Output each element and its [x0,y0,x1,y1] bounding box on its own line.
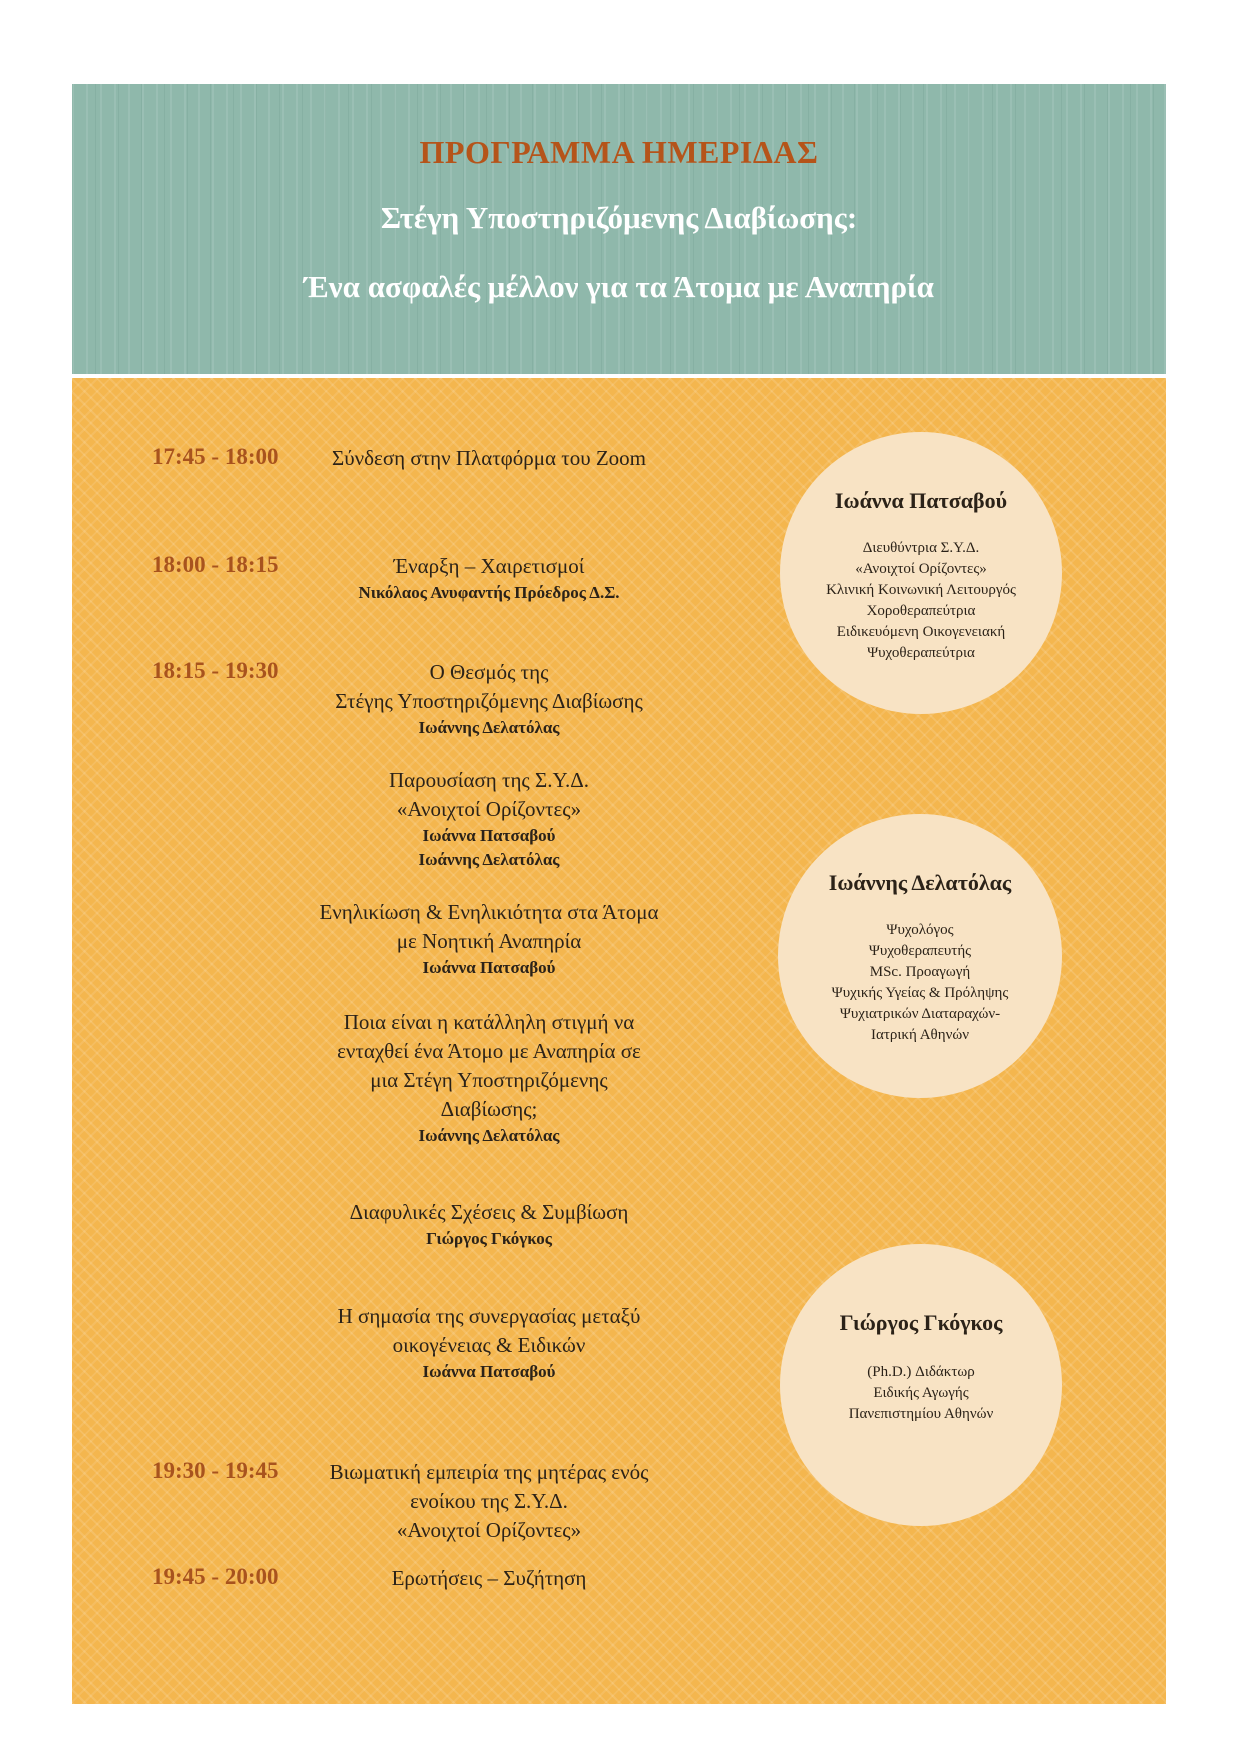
schedule-item [312,1564,666,1593]
profile-desc-line: Ψυχοθεραπεύτρια [867,645,975,661]
profile-desc-line: Ιατρική Αθηνών [870,1027,970,1043]
schedule-item [312,1008,666,1148]
session-title: ενοίκου της Σ.Υ.Δ. [410,1489,568,1513]
schedule-item [312,898,666,980]
schedule-item [312,1198,666,1251]
session-speaker: Ιωάννα Πατσαβού [422,958,556,977]
session-title: Η σημασία της συνεργασίας μεταξύ [337,1304,641,1328]
session-speaker: Ιωάννα Πατσαβού [422,1362,556,1381]
profile-desc-line: (Ph.D.) Διδάκτωρ [867,1364,975,1380]
profile-name: Ιωάννα Πατσαβού [834,488,1008,513]
session-title: με Νοητική Αναπηρία [396,929,582,953]
schedule-item [312,1458,666,1545]
schedule-item [312,552,666,605]
schedule-time: 18:15 - 19:30 [152,658,279,683]
session-title: μια Στέγη Υποστηριζόμενης [370,1068,608,1092]
session-title: Στέγης Υποστηριζόμενης Διαβίωσης [335,689,643,713]
profile-description [780,538,1062,664]
event-subtitle-line2: Ένα ασφαλές μέλλον για τα Άτομα με Αναπηρία [304,269,934,304]
session-title: «Ανοιχτοί Ορίζοντες» [396,797,582,821]
speaker-profile-circle [778,814,1062,1098]
profile-desc-line: Ψυχολόγος [886,922,954,938]
schedule-time: 19:30 - 19:45 [152,1458,279,1483]
schedule-item [312,444,666,473]
session-title: ενταχθεί ένα Άτομο με Αναπηρία σε [337,1039,641,1063]
session-title: Ερωτήσεις – Συζήτηση [391,1566,587,1590]
profile-desc-line: Ψυχικής Υγείας & Πρόληψης [831,985,1009,1001]
program-title: ΠΡΟΓΡΑΜΜΑ ΗΜΕΡΙΔΑΣ [419,134,819,170]
session-title: οικογένειας & Ειδικών [392,1333,586,1357]
speaker-profile-circle [780,432,1062,714]
session-title: Ποια είναι η κατάλληλη στιγμή να [343,1010,635,1034]
profile-desc-line: Διευθύντρια Σ.Υ.Δ. [862,540,980,556]
speaker-profile-circle [780,1244,1062,1526]
program-panel [72,378,1166,1704]
header-banner [72,84,1166,374]
profile-desc-line: Κλινική Κοινωνική Λειτουργός [826,582,1016,598]
session-speaker: Ιωάννης Δελατόλας [418,850,560,869]
session-title: Σύνδεση στην Πλατφόρμα του Zoom [331,446,646,470]
session-title: Διαβίωσης; [440,1097,538,1121]
profile-desc-line: Ειδικευόμενη Οικογενειακή [836,624,1006,640]
profile-desc-line: Ψυχιατρικών Διαταραχών- [839,1006,1001,1022]
schedule-item [312,1302,666,1384]
schedule-time: 19:45 - 20:00 [152,1564,279,1589]
session-title: Ενηλικίωση & Ενηλικιότητα στα Άτομα [319,900,659,924]
session-title: Παρουσίαση της Σ.Υ.Δ. [388,768,590,792]
profile-description [778,920,1062,1046]
profile-desc-line: Πανεπιστημίου Αθηνών [848,1406,994,1422]
profile-desc-line: MSc. Προαγωγή [869,964,971,980]
event-subtitle-line1: Στέγη Υποστηριζόμενης Διαβίωσης: [380,200,858,235]
schedule-time: 18:00 - 18:15 [152,552,279,577]
session-speaker: Γιώργος Γκόγκος [426,1229,552,1248]
session-title: Έναρξη – Χαιρετισμοί [393,554,585,578]
session-title: Διαφυλικές Σχέσεις & Συμβίωση [349,1200,629,1224]
profile-desc-line: Ειδικής Αγωγής [873,1385,969,1401]
session-speaker: Νικόλαος Ανυφαντής Πρόεδρος Δ.Σ. [358,583,620,602]
profile-name: Γιώργος Γκόγκος [839,1310,1003,1335]
schedule-time: 17:45 - 18:00 [152,444,279,469]
session-title: «Ανοιχτοί Ορίζοντες» [396,1518,582,1542]
session-speaker: Ιωάννης Δελατόλας [418,718,560,737]
profile-description [780,1362,1062,1425]
profile-desc-line: Ψυχοθεραπευτής [868,943,972,959]
session-title: Ο Θεσμός της [429,660,549,684]
schedule-item [312,766,666,872]
session-speaker: Ιωάννης Δελατόλας [418,1126,560,1145]
profile-name: Ιωάννης Δελατόλας [828,870,1012,895]
schedule-item [312,658,666,740]
session-title: Βιωματική εμπειρία της μητέρας ενός [329,1460,649,1484]
profile-desc-line: Χοροθεραπεύτρια [866,603,976,619]
profile-desc-line: «Ανοιχτοί Ορίζοντες» [855,561,987,577]
session-speaker: Ιωάννα Πατσαβού [422,826,556,845]
